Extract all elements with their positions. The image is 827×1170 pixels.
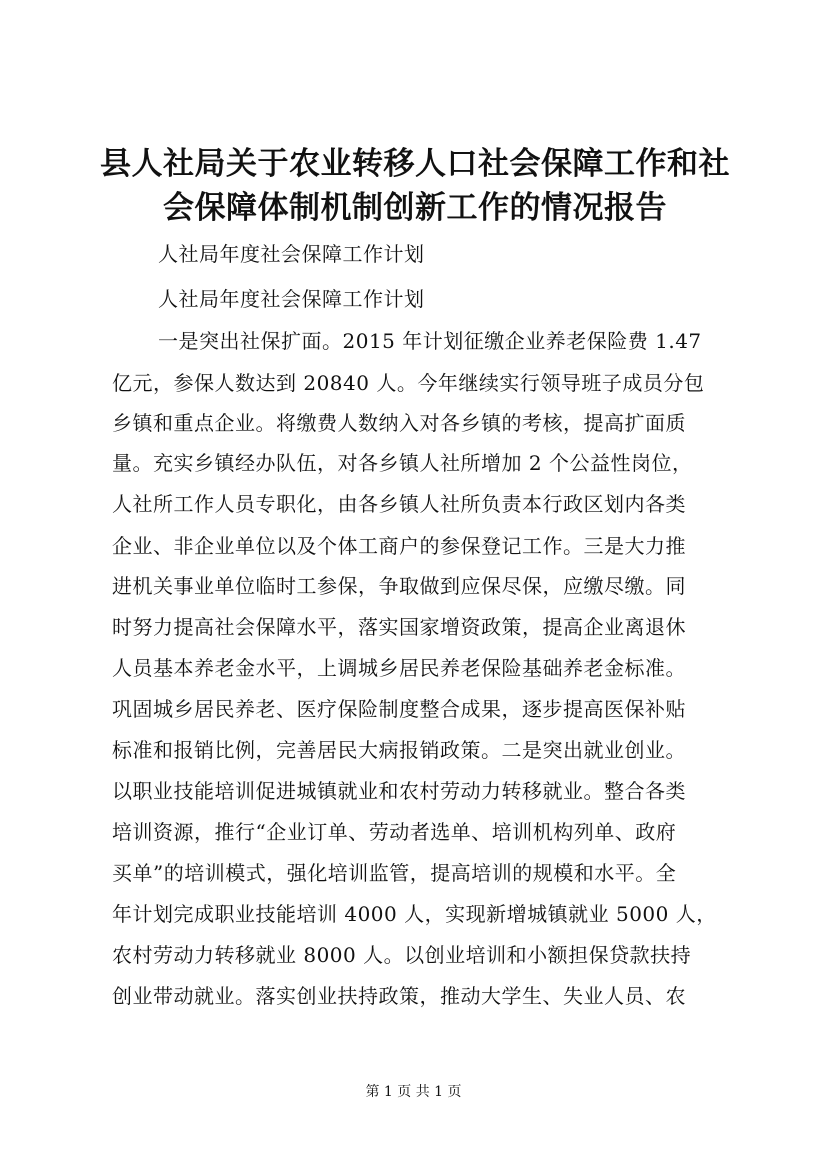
body-line: 培训资源，推行“企业订单、劳动者选单、培训机构列单、政府	[112, 820, 677, 844]
body-line: 买单”的培训模式，强化培训监管，提高培训的规模和水平。全	[112, 861, 677, 885]
body-line: 一是突出社保扩面。2015 年计划征缴企业养老保险费 1.47	[158, 329, 702, 353]
page-number-footer: 第 1 页 共 1 页	[365, 1084, 462, 1100]
body-line: 人员基本养老金水平，上调城乡居民养老保险基础养老金标准。	[112, 656, 686, 680]
body-line: 进机关事业单位临时工参保，争取做到应保尽保，应缴尽缴。同	[112, 574, 686, 598]
body-line: 农村劳动力转移就业 8000 人。以创业培训和小额担保贷款扶持	[112, 943, 692, 967]
body-line: 人社所工作人员专职化，由各乡镇人社所负责本行政区划内各类	[112, 492, 686, 516]
title-line-2: 会保障体制机制创新工作的情况报告	[163, 190, 667, 226]
body-line: 乡镇和重点企业。将缴费人数纳入对各乡镇的考核，提高扩面质	[112, 411, 686, 435]
body-line: 亿元，参保人数达到 20840 人。今年继续实行领导班子成员分包	[112, 371, 705, 395]
body-line: 以职业技能培训促进城镇就业和农村劳动力转移就业。整合各类	[112, 779, 686, 803]
subtitle-line-1: 人社局年度社会保障工作计划	[158, 242, 425, 266]
body-line: 时努力提高社会保障水平，落实国家增资政策，提高企业离退休	[112, 615, 686, 639]
document-title	[90, 142, 740, 230]
body-line: 企业、非企业单位以及个体工商户的参保登记工作。三是大力推	[112, 534, 686, 558]
body-line: 巩固城乡居民养老、医疗保险制度整合成果，逐步提高医保补贴	[112, 697, 686, 721]
body-line: 量。充实乡镇经办队伍，对各乡镇人社所增加 2 个公益性岗位，	[112, 451, 693, 475]
body-line: 创业带动就业。落实创业扶持政策，推动大学生、失业人员、农	[112, 984, 686, 1008]
body-line: 标准和报销比例，完善居民大病报销政策。二是突出就业创业。	[112, 738, 686, 762]
title-line-1: 县人社局关于农业转移人口社会保障工作和社	[100, 146, 730, 182]
subtitle-line-2: 人社局年度社会保障工作计划	[158, 287, 425, 311]
body-line: 年计划完成职业技能培训 4000 人，实现新增城镇就业 5000 人，	[112, 902, 717, 926]
